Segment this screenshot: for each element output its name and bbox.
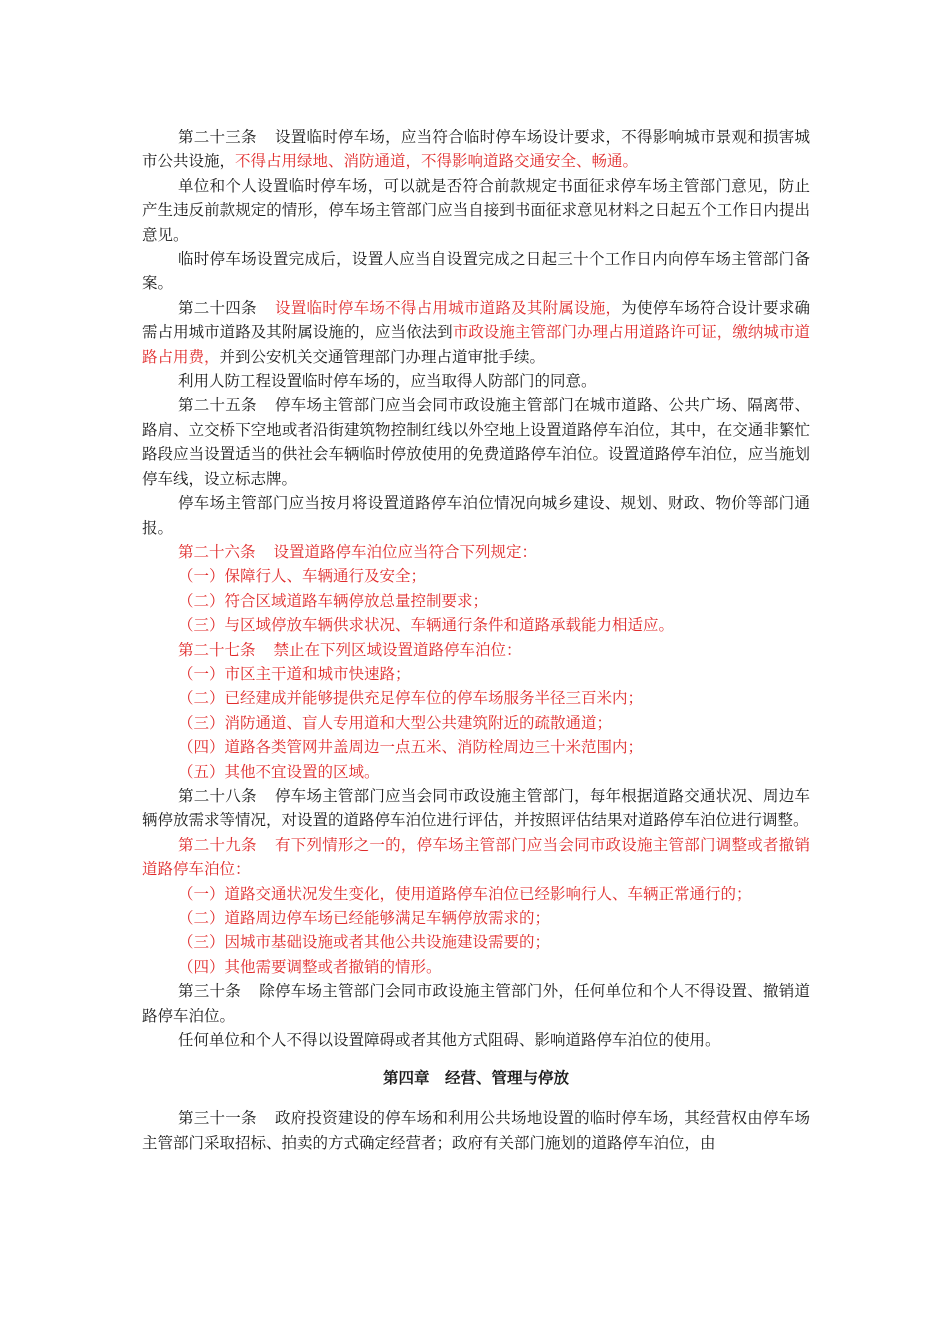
article-23-paragraph-2: 单位和个人设置临时停车场，可以就是否符合前款规定书面征求停车场主管部门意见，防止产生违反前款规定的情形，停车场主管部门应当自接到书面征求意见材料之日起五个工作日内提出意见。 <box>142 176 810 244</box>
article-30-text: 除停车场主管部门会同市政设施主管部门外，任何单位和个人不得设置、撤销道路停车泊位。 <box>142 982 810 1025</box>
article-26-item: （二）符合区域道路车辆停放总量控制要求； <box>178 591 489 610</box>
article-24-highlight-1: 设置临时停车场不得占用城市道路及其附属设施， <box>274 298 622 317</box>
article-26-item: （三）与区域停放车辆供求状况、车辆通行条件和道路承载能力相适应。 <box>178 616 675 635</box>
document-body <box>142 125 810 1155</box>
article-28-paragraph <box>142 784 810 833</box>
article-29-number: 第二十九条 <box>178 835 257 854</box>
article-29-text: 有下列情形之一的，停车场主管部门应当会同市政设施主管部门调整或者撤销道路停车泊位： <box>142 835 810 879</box>
article-23-paragraph-1 <box>142 125 810 174</box>
article-23-highlight: 不得占用绿地、消防通道，不得影响道路交通安全、畅通。 <box>235 152 639 171</box>
article-29-item: （三）因城市基础设施或者其他公共设施建设需要的； <box>178 933 551 952</box>
article-24-text-2: 并到公安机关交通管理部门办理占道审批手续。 <box>219 347 546 366</box>
article-27-number: 第二十七条 <box>178 640 256 659</box>
article-23-paragraph-3: 临时停车场设置完成后，设置人应当自设置完成之日起三十个工作日内向停车场主管部门备案。 <box>142 250 810 293</box>
article-29-item: （四）其他需要调整或者撤销的情形。 <box>178 957 442 976</box>
article-26-paragraph <box>142 540 810 564</box>
article-30-number: 第三十条 <box>178 982 241 1001</box>
article-25-paragraph-1 <box>142 393 810 491</box>
article-25-paragraph-2: 停车场主管部门应当按月将设置道路停车泊位情况向城乡建设、规划、财政、物价等部门通报。 <box>142 494 810 537</box>
article-27-item: （四）道路各类管网井盖周边一点五米、消防栓周边三十米范围内； <box>178 738 644 757</box>
article-30-paragraph-1 <box>142 979 810 1028</box>
article-26-text: 设置道路停车泊位应当符合下列规定： <box>273 542 538 561</box>
article-23-text: 设置临时停车场，应当符合临时停车场设计要求，不得影响城市景观和损害城市公共设施， <box>142 128 810 171</box>
article-27-paragraph <box>142 638 810 662</box>
article-31-text: 政府投资建设的停车场和利用公共场地设置的临时停车场，其经营权由停车场主管部门采取招标、拍卖的方式确定经营者；政府有关部门施划的道路停车泊位，由 <box>142 1109 810 1152</box>
article-29-item: （一）道路交通状况发生变化，使用道路停车泊位已经影响行人、车辆正常通行的； <box>178 884 752 903</box>
article-29-paragraph <box>142 833 810 882</box>
article-27-item: （五）其他不宜设置的区域。 <box>178 762 380 781</box>
article-26-number: 第二十六条 <box>178 542 256 561</box>
article-24-highlight-2: 市政设施主管部门办理占用道路许可证，缴纳城市道路占用费， <box>142 323 810 366</box>
article-26-item: （一）保障行人、车辆通行及安全； <box>178 567 427 586</box>
article-27-text: 禁止在下列区域设置道路停车泊位： <box>273 640 522 659</box>
article-25-text: 停车场主管部门应当会同市政设施主管部门在城市道路、公共广场、隔离带、路肩、立交桥下空地或者沿街建筑物控制红线以外空地上设置道路停车泊位，其中，在交通非繁忙路段应当设置适当的供社会车辆临时停放使用的免费道路停车泊位。设置道路停车泊位，应当施划停车线，设立标志牌。 <box>142 396 810 488</box>
article-27-item: （一）市区主干道和城市快速路； <box>178 664 411 683</box>
article-23-number: 第二十三条 <box>178 128 257 146</box>
article-24-paragraph-2: 利用人防工程设置临时停车场的，应当取得人防部门的同意。 <box>178 372 597 391</box>
article-31-number: 第三十一条 <box>178 1109 257 1128</box>
article-25-number: 第二十五条 <box>178 396 257 415</box>
article-28-number: 第二十八条 <box>178 786 257 805</box>
article-29-item: （二）道路周边停车场已经能够满足车辆停放需求的； <box>178 909 551 927</box>
chapter-4-heading: 第四章 经营、管理与停放 <box>382 1068 569 1088</box>
article-24-text-1: 为使停车场符合设计要求确需占用城市道路及其附属设施的，应当依法到 <box>142 298 810 342</box>
article-27-item: （二）已经建成并能够提供充足停车位的停车场服务半径三百米内； <box>178 689 644 708</box>
article-31-paragraph <box>142 1106 810 1155</box>
article-30-paragraph-2: 任何单位和个人不得以设置障碍或者其他方式阻碍、影响道路停车泊位的使用。 <box>178 1031 721 1050</box>
article-28-text: 停车场主管部门应当会同市政设施主管部门，每年根据道路交通状况、周边车辆停放需求等情况，对设置的道路停车泊位进行评估，并按照评估结果对道路停车泊位进行调整。 <box>142 786 810 830</box>
article-24-paragraph-1 <box>142 296 810 369</box>
article-24-number: 第二十四条 <box>178 298 257 317</box>
article-27-item: （三）消防通道、盲人专用道和大型公共建筑附近的疏散通道； <box>178 713 613 732</box>
